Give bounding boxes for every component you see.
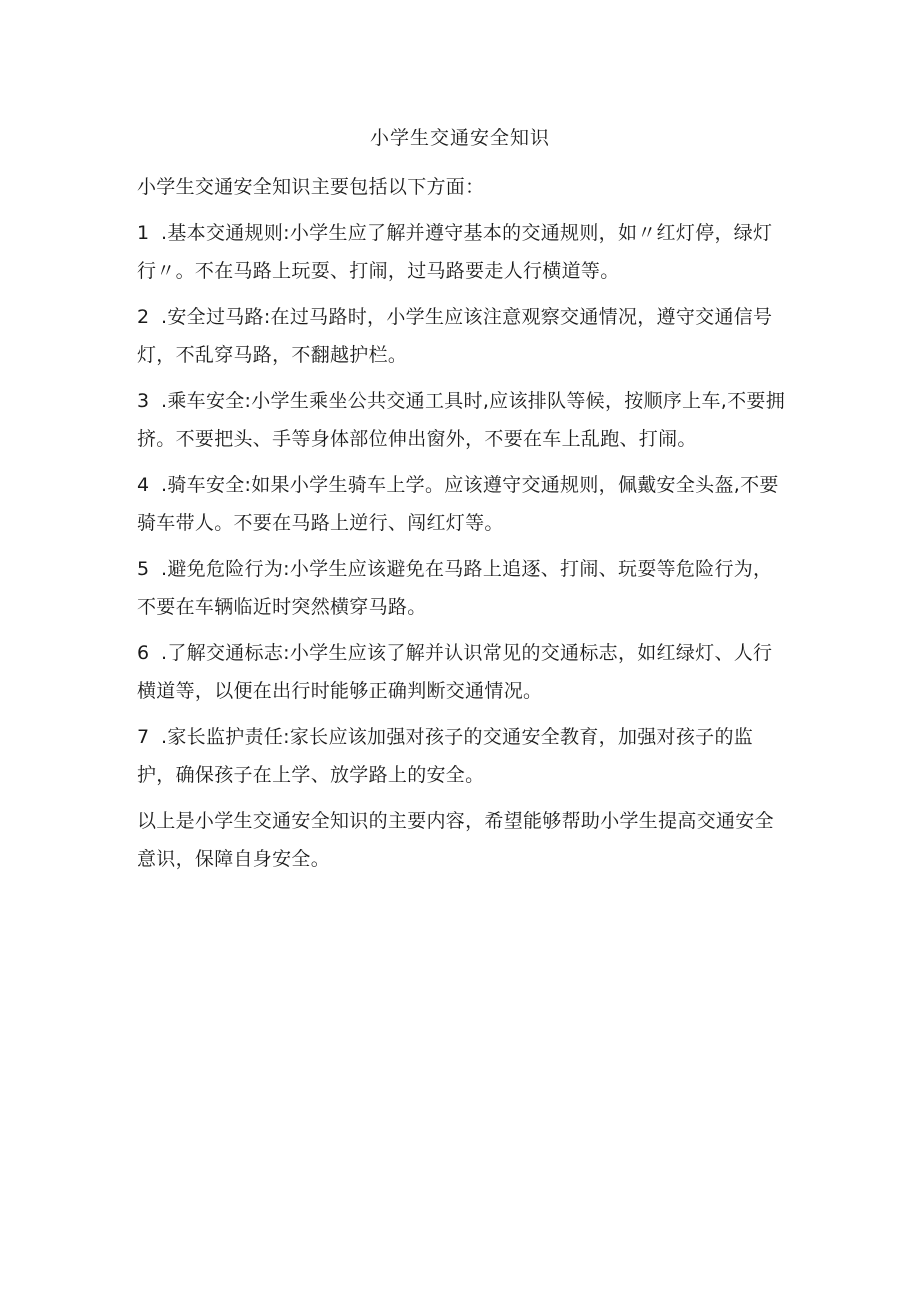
list-item: [137, 298, 787, 374]
list-item: [137, 634, 787, 710]
item-number: 7: [137, 726, 150, 748]
item-number: 3: [137, 390, 150, 412]
item-number: 1: [137, 222, 150, 244]
item-number: 6: [137, 642, 150, 664]
document-title: 小学生交通安全知识: [369, 127, 550, 149]
item-number: 4: [137, 474, 150, 496]
list-item: [137, 466, 787, 542]
item-text: .基本交通规则:小学生应了解并遵守基本的交通规则，如〃红灯停，绿灯行〃。不在马路上玩耍、打闹，过马路要走人行横道等。: [137, 222, 773, 282]
item-text: .安全过马路:在过马路时，小学生应该注意观察交通情况，遵守交通信号灯，不乱穿马路，不翻越护栏。: [137, 306, 773, 366]
list-item: [137, 550, 787, 626]
item-number: 5: [137, 558, 150, 580]
list-item: [137, 718, 787, 794]
item-text: .骑车安全:如果小学生骑车上学。应该遵守交通规则，佩戴安全头盔,不要骑车带人。不要在马路上逆行、闯红灯等。: [137, 474, 779, 534]
item-number: 2: [137, 306, 150, 328]
item-text: .了解交通标志:小学生应该了解并认识常见的交通标志，如红绿灯、人行横道等，以便在出行时能够正确判断交通情况。: [137, 642, 773, 702]
item-text: .避免危险行为:小学生应该避免在马路上追逐、打闹、玩耍等危险行为，不要在车辆临近时突然横穿马路。: [137, 558, 773, 618]
item-text: .家长监护责任:家长应该加强对孩子的交通安全教育，加强对孩子的监护，确保孩子在上学、放学路上的安全。: [137, 726, 754, 786]
list-item: [137, 214, 787, 290]
item-text: .乘车安全:小学生乘坐公共交通工具时,应该排队等候，按顺序上车,不要拥挤。不要把头、手等身体部位伸出窗外，不要在车上乱跑、打闹。: [137, 390, 786, 450]
conclusion-paragraph: 以上是小学生交通安全知识的主要内容，希望能够帮助小学生提高交通安全意识，保障自身安全。: [137, 810, 774, 870]
list-item: [137, 382, 787, 458]
document-body: [137, 168, 787, 886]
intro-paragraph: 小学生交通安全知识主要包括以下方面：: [137, 176, 485, 198]
